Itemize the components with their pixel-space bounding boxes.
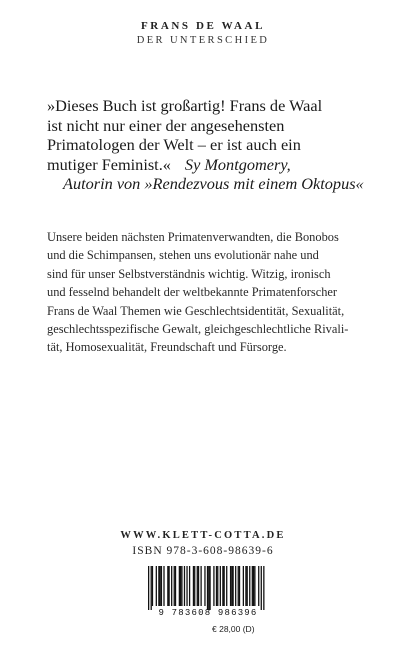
blurb-line: sind für unser Selbstverständnis wichtig. Witzig, ironisch [47,266,331,281]
barcode-bar [189,566,190,606]
barcode-bar [175,566,176,606]
barcode-bar [247,566,248,606]
publisher-website: WWW.KLETT-COTTA.DE [120,530,286,541]
barcode-bar [261,566,262,610]
barcode-bar [181,566,182,606]
barcode-bar [216,566,217,606]
blurb-line: Unsere beiden nächsten Primatenverwandten, die Bonobos [47,230,339,244]
isbn-number: ISBN 978-3-608-98639-6 [132,545,274,557]
attribution-line: Autorin von »Rendezvous mit einem Oktopus« [63,174,364,193]
barcode-bar [200,566,201,606]
blurb-line: und fesselnd behandelt der weltbekannte Primatenforscher [47,285,338,300]
barcode-bar [204,566,205,606]
barcode-bar [197,566,198,606]
author-name: FRANS DE WAAL [140,20,266,32]
barcode-bar [156,566,157,606]
barcode-bar [193,566,194,606]
cover-footer [0,530,406,557]
book-blurb [47,228,377,357]
barcode-bar [184,566,185,606]
barcode-bar [158,566,159,606]
barcode-bar [174,566,175,606]
barcode [138,566,278,620]
blurb-line: tät, Homosexualität, Freundschaft und Fürsorge. [47,340,287,355]
barcode-bar [179,566,180,606]
blurb-line: geschlechtsspezifische Gewalt, gleichgeschlechtliche Rivali- [47,322,349,337]
barcode-bar [213,566,214,606]
barcode-bar [194,566,195,606]
barcode-bar [171,566,172,606]
barcode-bar [231,566,232,606]
barcode-bar [245,566,246,606]
barcode-bar [161,566,162,606]
barcode-bar [220,566,221,606]
review-quote [47,96,367,194]
barcode-bar [186,566,187,606]
barcode-bar [243,566,244,606]
barcode-bar [222,566,223,606]
barcode-bar [151,566,152,610]
quote-line-with-attribution [47,155,367,175]
barcode-bar [258,566,259,606]
barcode-bar [180,566,181,606]
barcode-bar [249,566,250,606]
barcode-bar [253,566,254,606]
barcode-bar [163,566,164,606]
barcode-bar [217,566,218,606]
attribution-name: Sy Montgomery, [184,154,291,174]
barcode-bar [148,566,149,610]
barcode-bar [263,566,264,610]
quote-line: ist nicht nur einer der angesehensten [47,115,285,135]
cover-header [0,20,406,46]
barcode-bar [238,566,239,606]
barcode-bar [254,566,255,606]
barcode-bar [208,566,209,610]
barcode-bars [138,566,278,610]
barcode-bar [168,566,169,606]
barcode-bar [235,566,236,606]
barcode-bar [230,566,231,606]
barcode-bar [209,566,210,610]
book-title: DER UNTERSCHIED [136,35,270,46]
quote-line: »Dieses Buch ist großartig! Frans de Waal [47,96,323,115]
barcode-bar [198,566,199,606]
quote-line: Primatologen der Welt – er ist auch ein [47,135,301,154]
barcode-bar [167,566,168,606]
barcode-bar [224,566,225,606]
barcode-bar [207,566,208,610]
quote-line-end: mutiger Feminist.« [47,154,171,174]
price-label: € 28,00 (D) [212,624,255,634]
barcode-bar [232,566,233,606]
barcode-bar [226,566,227,606]
barcode-bar [252,566,253,606]
blurb-line: und die Schimpansen, stehen uns evolutionär nahe und [47,248,319,263]
barcode-bar [239,566,240,606]
barcode-bar [152,566,153,606]
barcode-bar [160,566,161,606]
barcode-digits: 9 783608 986396 [158,608,258,618]
blurb-line: Frans de Waal Themen wie Geschlechtsidentität, Sexualität, [47,303,345,318]
